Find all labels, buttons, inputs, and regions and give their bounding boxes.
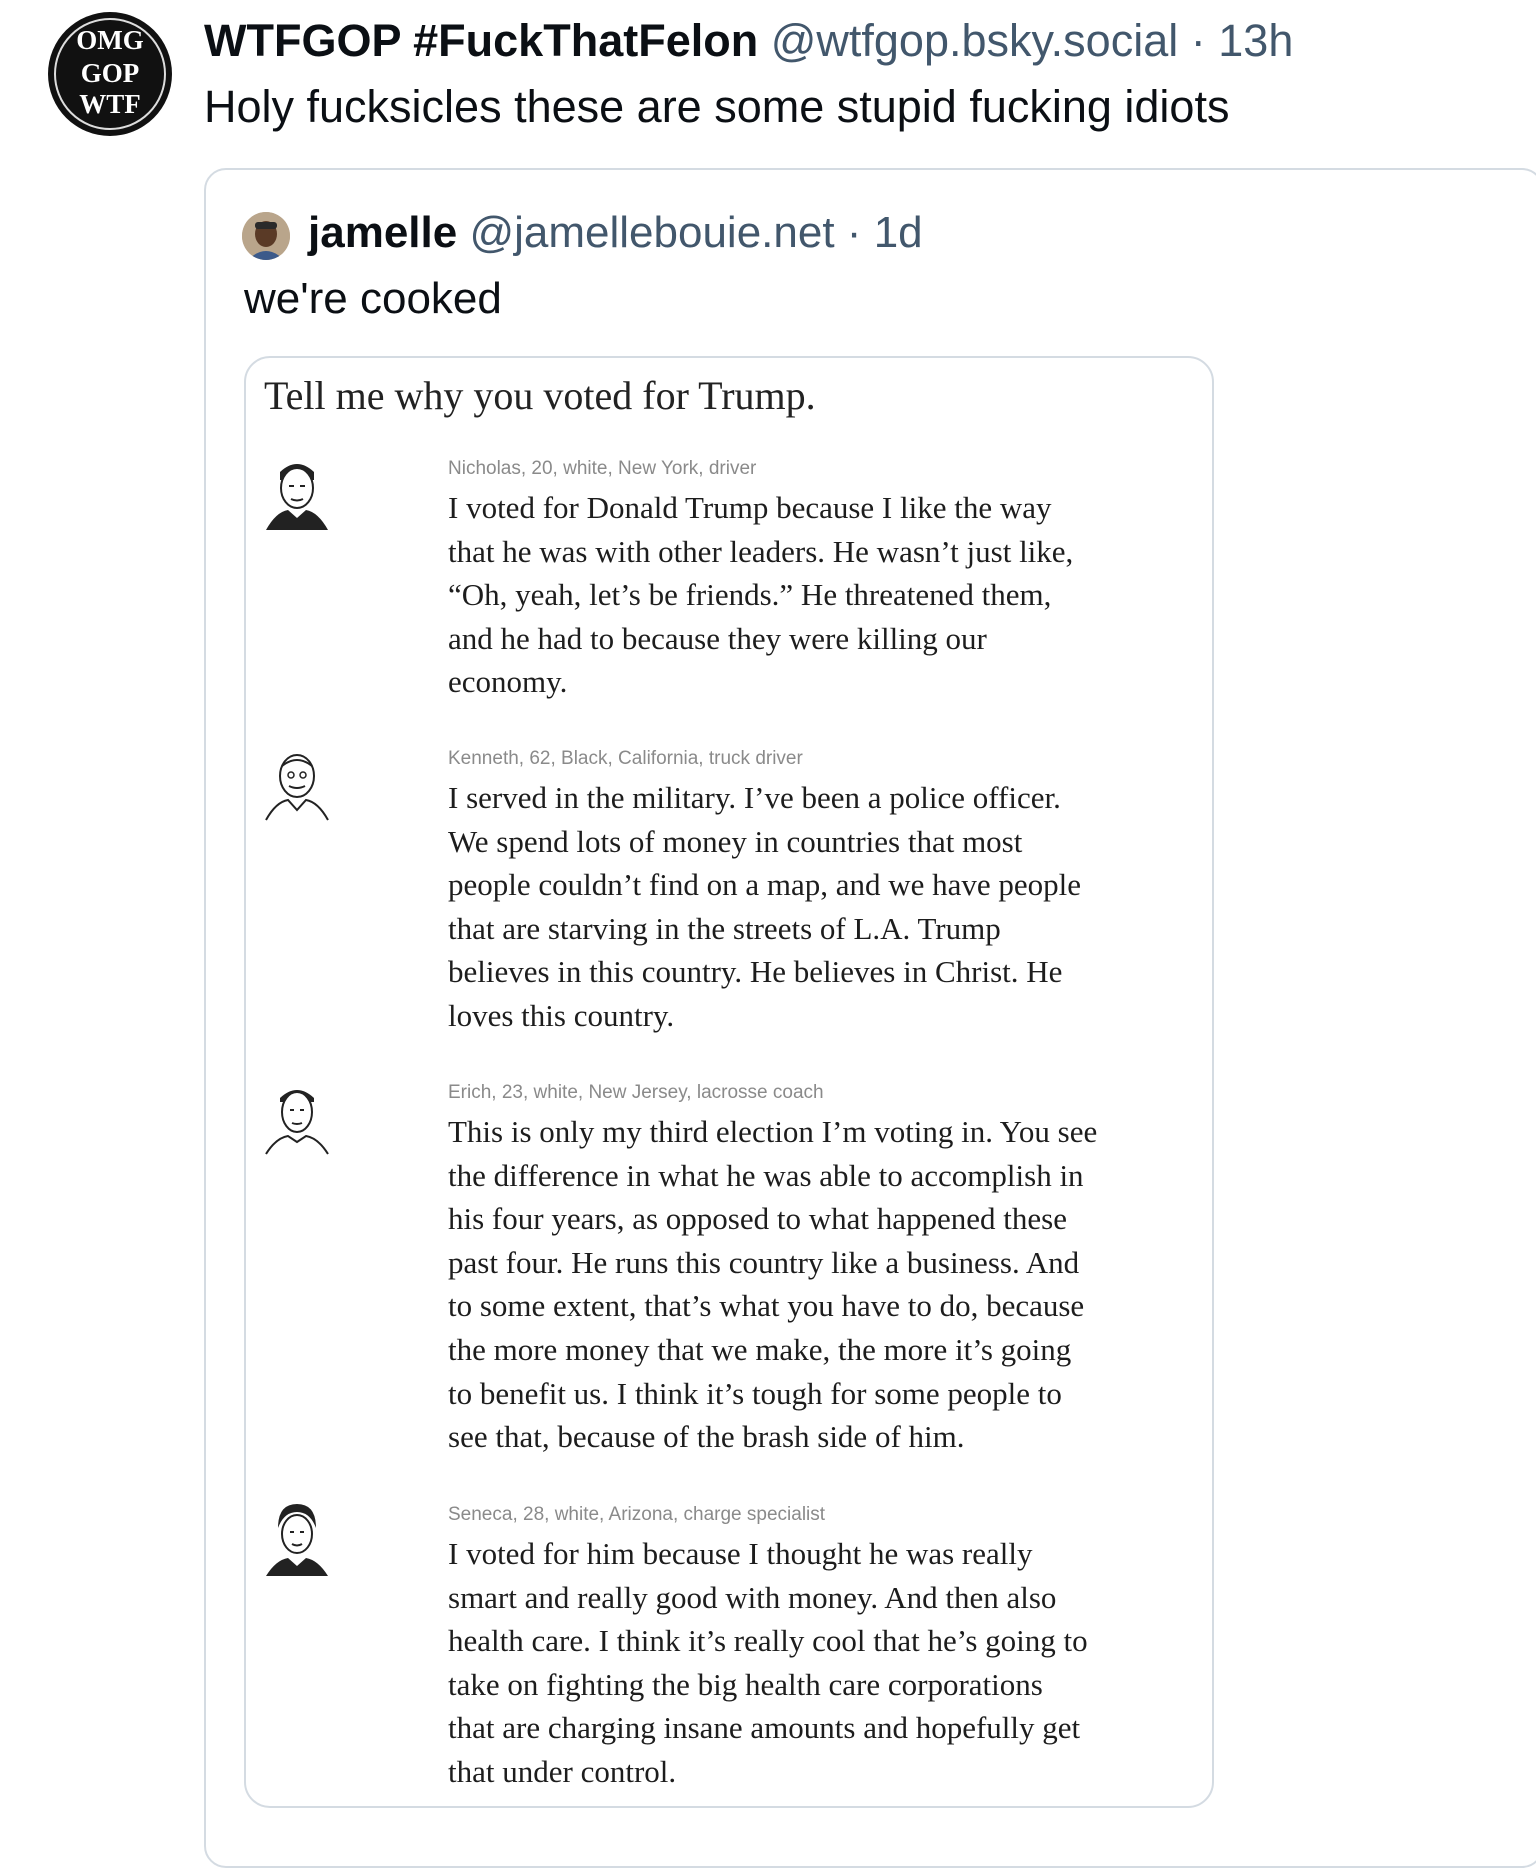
quoted-post-header — [308, 206, 923, 260]
quote-line: economy. — [448, 664, 568, 700]
voter-meta: Erich, 23, white, New Jersey, lacrosse coach — [448, 1082, 824, 1103]
logo-line-2: GOP — [80, 58, 140, 88]
author-avatar[interactable] — [48, 12, 172, 136]
voter-quote — [448, 1110, 1188, 1459]
quote-line: take on fighting the big health care corporations — [448, 1666, 1043, 1702]
voter-meta: Seneca, 28, white, Arizona, charge specialist — [448, 1504, 826, 1525]
person-photo-icon — [242, 212, 290, 260]
quote-line: I voted for him because I thought he was really — [448, 1536, 1033, 1571]
voter-meta: Kenneth, 62, Black, California, truck driver — [448, 748, 803, 769]
quote-line: the more money that we make, the more it’s going — [448, 1331, 1072, 1367]
separator-dot: · — [1190, 15, 1206, 66]
quote-line: see that, because of the brash side of him. — [448, 1419, 965, 1455]
quote-line: his four years, as opposed to what happened these — [448, 1201, 1067, 1237]
quoted-display-name[interactable]: jamelle — [308, 208, 458, 257]
quote-line: “Oh, yeah, let’s be friends.” He threatened them, — [448, 577, 1052, 613]
quote-line: to benefit us. I think it’s tough for some people to — [448, 1375, 1062, 1411]
quoted-handle[interactable]: @jamellebouie.net — [469, 208, 835, 257]
author-handle[interactable]: @wtfgop.bsky.social — [770, 15, 1179, 66]
post-header — [204, 14, 1293, 68]
quote-line: We spend lots of money in countries that most — [448, 823, 1023, 859]
author-display-name[interactable]: WTFGOP #FuckThatFelon — [204, 15, 759, 66]
post-text: Holy fucksicles these are some stupid fucking idiots — [204, 81, 1230, 132]
quote-line: people couldn’t find on a map, and we have people — [448, 867, 1082, 903]
post-timestamp[interactable]: 13h — [1218, 15, 1294, 66]
quoted-author-avatar[interactable] — [242, 212, 290, 260]
quote-line: to some extent, that’s what you have to do, because — [448, 1288, 1085, 1324]
quote-line: and he had to because they were killing our — [448, 620, 987, 656]
voter-portrait-icon — [262, 1502, 332, 1578]
quoted-post[interactable] — [204, 168, 1536, 1868]
quote-line: believes in this country. He believes in Christ. He — [448, 954, 1063, 990]
quote-line: loves this country. — [448, 997, 675, 1033]
quoted-post-text: we're cooked — [244, 274, 502, 323]
voter-meta: Nicholas, 20, white, New York, driver — [448, 458, 757, 479]
voter-portrait-icon — [262, 746, 332, 822]
quote-line: past four. He runs this country like a business. And — [448, 1244, 1080, 1280]
voter-portrait-icon — [262, 456, 332, 532]
voter-quote — [448, 1532, 1188, 1794]
voter-quote — [448, 486, 1188, 704]
quote-line: I served in the military. I’ve been a police officer. — [448, 780, 1061, 815]
voter-quote — [448, 776, 1188, 1038]
quote-line: that are charging insane amounts and hopefully get — [448, 1710, 1081, 1746]
embedded-image[interactable] — [244, 356, 1214, 1808]
quote-line: I voted for Donald Trump because I like the way — [448, 490, 1052, 525]
quoted-timestamp[interactable]: 1d — [873, 208, 923, 257]
omg-gop-wtf-logo-icon — [48, 12, 172, 136]
voter-portrait-icon — [262, 1080, 332, 1156]
logo-line-1: OMG — [76, 25, 144, 55]
quote-line: This is only my third election I’m voting in. You see — [448, 1114, 1098, 1149]
quote-line: the difference in what he was able to accomplish in — [448, 1157, 1084, 1193]
quote-line: that he was with other leaders. He wasn’t just like, — [448, 533, 1074, 569]
logo-line-3: WTF — [79, 89, 141, 119]
quote-line: smart and really good with money. And then also — [448, 1579, 1057, 1615]
quote-line: health care. I think it’s really cool that he’s going to — [448, 1623, 1088, 1659]
quote-line: that under control. — [448, 1753, 677, 1789]
separator-dot: · — [846, 208, 862, 257]
article-headline: Tell me why you voted for Trump. — [264, 373, 816, 418]
quote-line: that are starving in the streets of L.A. Trump — [448, 910, 1001, 946]
